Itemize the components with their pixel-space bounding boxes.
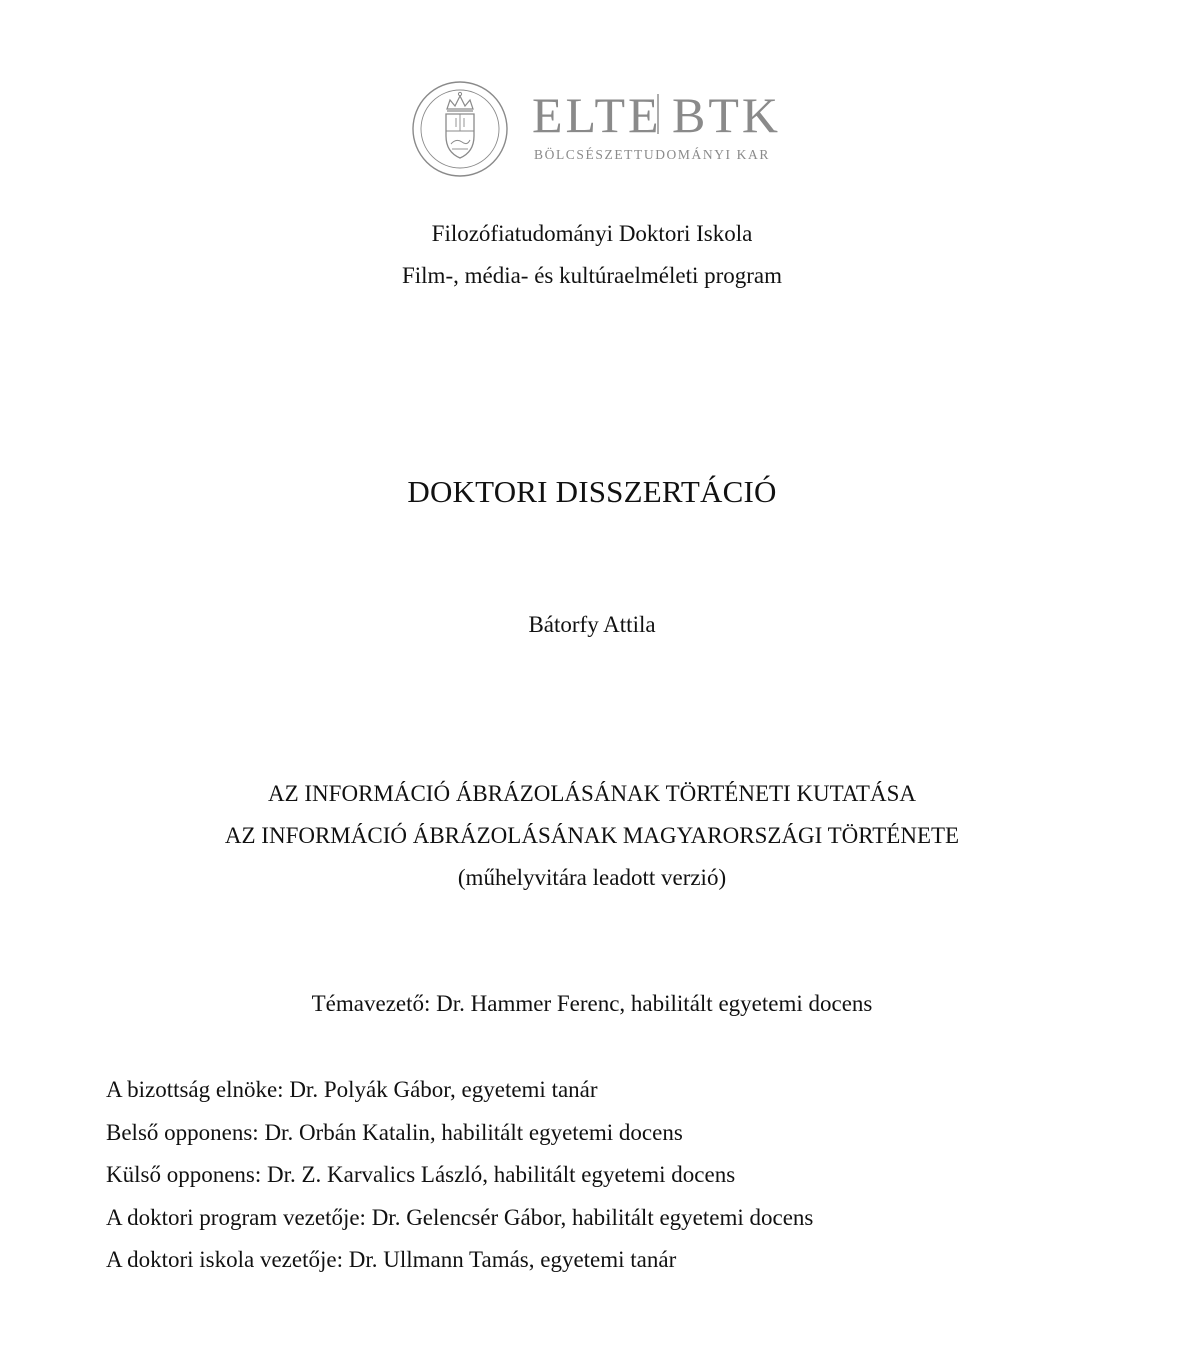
version-note: (műhelyvitára leadott verzió) bbox=[457, 865, 727, 890]
program-head: A doktori program vezetője: Dr. Gelencsér Gábor, habilitált egyetemi docens bbox=[106, 1204, 814, 1230]
document-type-heading: DOKTORI DISSZERTÁCIÓ bbox=[407, 474, 777, 509]
internal-opponent: Belső opponens: Dr. Orbán Katalin, habilitált egyetemi docens bbox=[106, 1119, 683, 1145]
university-crest-icon bbox=[413, 82, 507, 176]
doctoral-school: Filozófiatudományi Doktori Iskola bbox=[431, 221, 753, 246]
committee-chair: A bizottság elnöke: Dr. Polyák Gábor, egyetemi tanár bbox=[106, 1077, 598, 1102]
author-name: Bátorfy Attila bbox=[528, 612, 656, 637]
brand-subtitle: BÖLCSÉSZETTUDOMÁNYI KAR bbox=[534, 147, 770, 162]
brand-btk: BTK bbox=[672, 87, 781, 143]
external-opponent: Külső opponens: Dr. Z. Karvalics László, habilitált egyetemi docens bbox=[106, 1162, 736, 1187]
elte-btk-logo bbox=[412, 76, 802, 182]
dissertation-title-line-1: AZ INFORMÁCIÓ ÁBRÁZOLÁSÁNAK TÖRTÉNETI KUTATÁSA bbox=[267, 781, 916, 806]
doctoral-program: Film-, média- és kultúraelméleti program bbox=[401, 263, 783, 288]
supervisor: Témavezető: Dr. Hammer Ferenc, habilitált egyetemi docens bbox=[311, 991, 873, 1016]
dissertation-title-line-2: AZ INFORMÁCIÓ ÁBRÁZOLÁSÁNAK MAGYARORSZÁGI TÖRTÉNETE bbox=[224, 823, 960, 848]
school-head: A doktori iskola vezetője: Dr. Ullmann Tamás, egyetemi tanár bbox=[106, 1247, 677, 1272]
committee-list bbox=[106, 1076, 813, 1289]
brand-elte: ELTE bbox=[532, 87, 662, 143]
